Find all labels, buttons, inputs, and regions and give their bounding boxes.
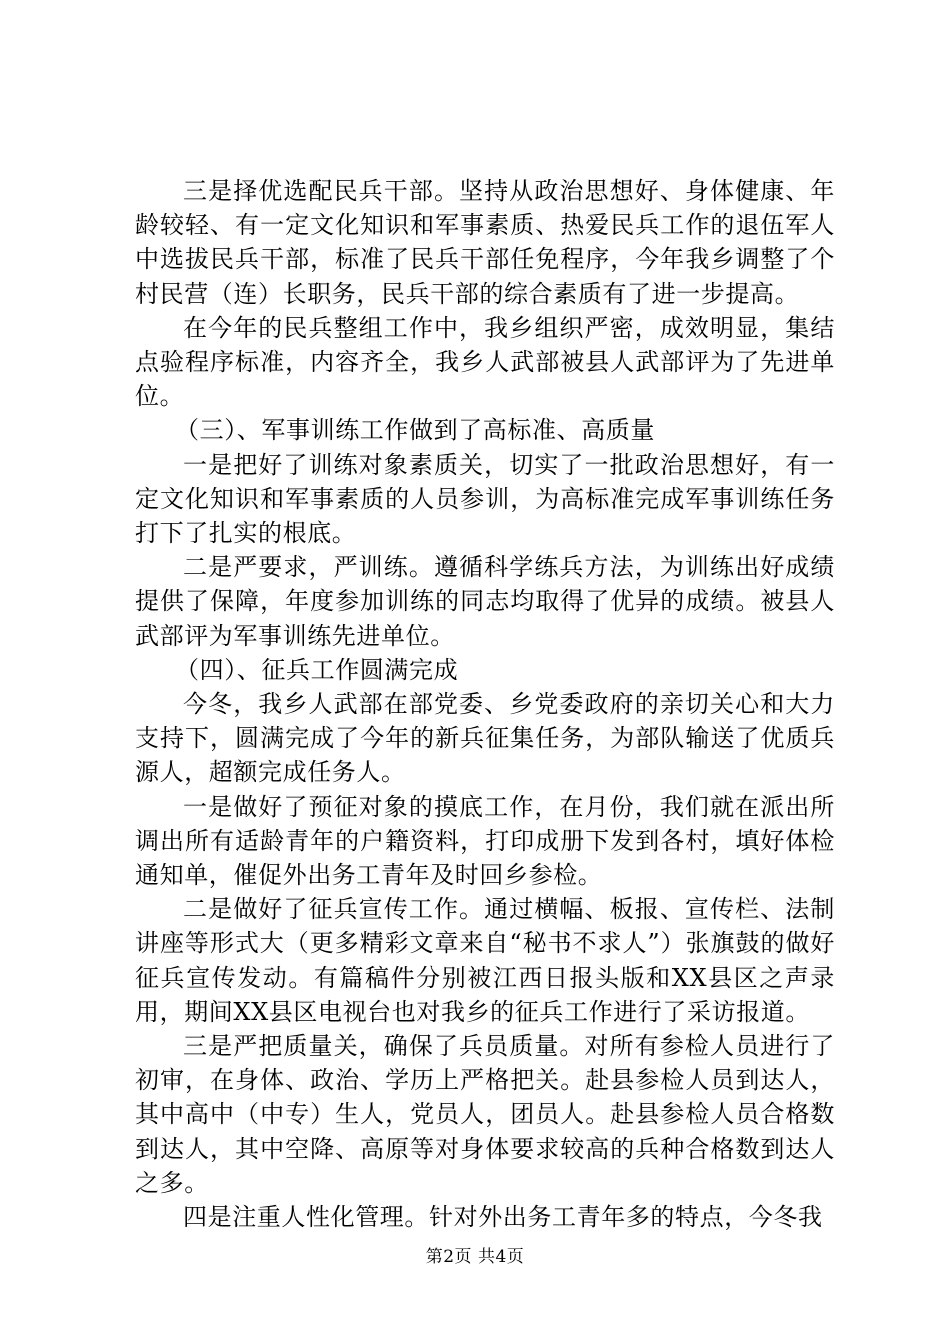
page-number-label: 第2页 共4页 (425, 1247, 525, 1267)
document-body (135, 174, 835, 1234)
page-footer (0, 1247, 950, 1267)
section-heading-conscription: （四）、征兵工作圆满完成 (175, 655, 459, 684)
paragraph-strict-training: 二是严要求，严训练。遵循科学练兵方法，为训练出好成绩提供了保障，年度参加训练的同志均取得了优异的成绩。被县人武部评为军事训练先进单位。 (135, 553, 835, 650)
paragraph-militia-reorganization: 在今年的民兵整组工作中，我乡组织严密，成效明显，集结点验程序标准，内容齐全，我乡人武部被县人武部评为了先进单位。 (135, 313, 835, 411)
paragraph-militia-cadre-selection: 三是择优选配民兵干部。坚持从政治思想好、身体健康、年龄较轻、有一定文化知识和军事素质、热爱民兵工作的退伍军人中选拔民兵干部，标准了民兵干部任免程序，今年我乡调整了个村民营（连）长职务，民兵干部的综合素质有了进一步提高。 (135, 177, 835, 308)
section-heading-military-training: （三）、军事训练工作做到了高标准、高质量 (175, 416, 655, 445)
paragraph-training-quality: 一是把好了训练对象素质关，切实了一批政治思想好，有一定文化知识和军事素质的人员参训，为高标准完成军事训练任务打下了扎实的根底。 (135, 450, 835, 548)
paragraph-publicity-work: 二是做好了征兵宣传工作。通过横幅、板报、宣传栏、法制讲座等形式大（更多精彩文章来自“秘书不求人”）张旗鼓的做好征兵宣传发动。有篇稿件分别被江西日报头版和XX县区之声录用，期间XX县区电视台也对我乡的征兵工作进行了采访报道。 (135, 895, 835, 1026)
paragraph-humanized-management: 四是注重人性化管理。针对外出务工青年多的特点，今冬我 (183, 1203, 823, 1232)
paragraph-candidate-survey: 一是做好了预征对象的摸底工作，在月份，我们就在派出所调出所有适龄青年的户籍资料，打印成册下发到各村，填好体检通知单，催促外出务工青年及时回乡参检。 (135, 792, 835, 890)
paragraph-conscription-summary: 今冬，我乡人武部在部党委、乡党委政府的亲切关心和大力支持下，圆满完成了今年的新兵征集任务，为部队输送了优质兵源人，超额完成任务人。 (135, 690, 835, 787)
paragraph-quality-control: 三是严把质量关，确保了兵员质量。对所有参检人员进行了初审，在身体、政治、学历上严格把关。赴县参检人员到达人，其中高中（中专）生人，党员人，团员人。赴县参检人员合格数到达人，其中空降、高原等对身体要求较高的兵种合格数到达人之多。 (135, 1032, 835, 1197)
